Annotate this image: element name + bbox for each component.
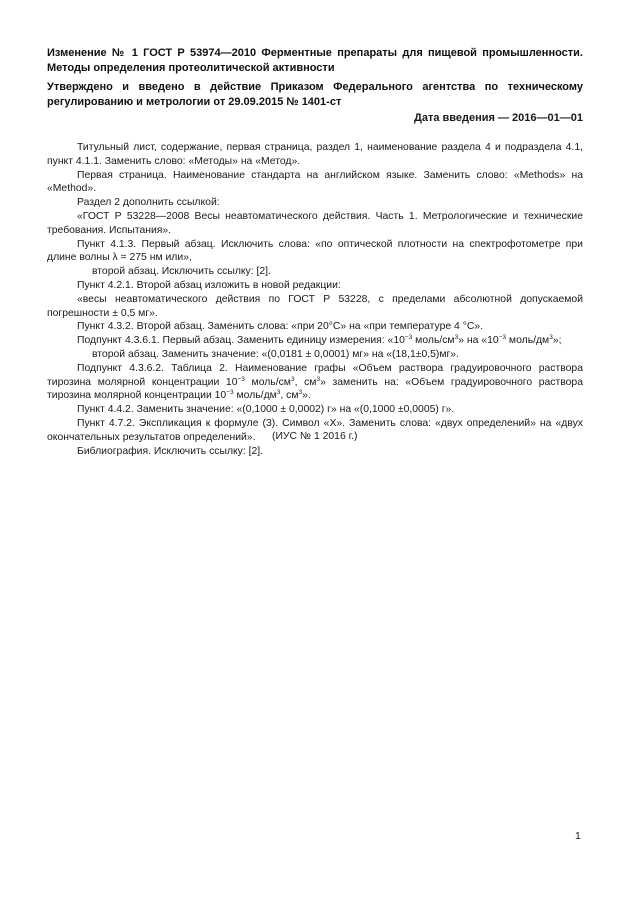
superscript: −3 [237, 375, 245, 383]
superscript: 3 [549, 334, 553, 342]
document-page [47, 46, 583, 458]
superscript: 3 [298, 389, 303, 397]
amendment-body [47, 141, 583, 458]
text-run: » на «10 [458, 335, 499, 347]
superscript: −3 [404, 334, 413, 342]
text-run: моль/дм [233, 390, 277, 402]
effective-date: Дата введения — 2016—01—01 [414, 112, 583, 124]
amendment-paragraph: «весы неавтоматического действия по ГОСТ Р 53228, с пределами абсолютной допускаемой погрешности ± 0,5 мг». [47, 293, 583, 319]
text-run: моль/см [244, 376, 291, 388]
amendment-paragraph: «ГОСТ Р 53228—2008 Весы неавтоматического действия. Часть 1. Метрологические и технические требования. Испытания». [47, 210, 583, 236]
amendment-paragraph: Пункт 4.3.2. Второй абзац. Заменить слова: «при 20°С» на «при температуре 4 °С». [77, 321, 484, 333]
text-run: » заменить на: «Объем градуировочного раствора тирозина молярной концентрации 10 [47, 376, 583, 402]
amendment-paragraph [47, 334, 583, 348]
approval-statement: Утверждено и введено в действие Приказом Федерального агентства по техническому регулированию и метрологии от 29.09.2015 № 1401-ст [47, 81, 583, 108]
amendment-paragraph: Пункт 4.1.3. Первый абзац. Исключить слова: «по оптической плотности на спектрофотометре при длине волны λ = 275 нм или», [47, 238, 583, 264]
superscript: 3 [316, 375, 321, 383]
amendment-paragraph: второй абзац. Исключить ссылку: [2]. [92, 266, 271, 278]
text-run: Подпункт 4.3.6.2. Таблица 2. Наименование графы «Объем раствора градуировочного раствора тирозина молярной концентрации 10 [47, 362, 583, 388]
text-run: »; [552, 335, 562, 347]
source-reference: (ИУС № 1 2016 г.) [272, 431, 358, 442]
amendment-paragraph [47, 362, 583, 403]
text-run: , см [294, 376, 317, 388]
amendment-paragraph: Первая страница. Наименование стандарта на английском языке. Заменить слово: «Methods» на «Method». [47, 169, 583, 195]
superscript: −3 [226, 389, 234, 397]
superscript: −3 [498, 334, 507, 342]
amendment-paragraph: Пункт 4.4.2. Заменить значение: «(0,1000 ± 0,0002) г» на «(0,1000 ±0,0005) г». [77, 404, 455, 416]
superscript: 3 [454, 334, 459, 342]
page-number: 1 [575, 830, 581, 842]
superscript: 3 [290, 375, 295, 383]
amendment-paragraph: Раздел 2 дополнить ссылкой: [77, 197, 220, 209]
amendment-paragraph: Библиография. Исключить ссылку: [2]. [77, 445, 264, 457]
amendment-paragraph: Пункт 4.7.2. Экспликация к формуле (3). Символ «X». Заменить слова: «двух определений» на «двух окончательных результатов определений». [47, 417, 583, 443]
superscript: 3 [276, 389, 281, 397]
text-run: моль/дм [506, 335, 550, 347]
text-run: , см [280, 390, 299, 402]
text-run: моль/см [412, 335, 455, 347]
amendment-paragraph: Титульный лист, содержание, первая страница, раздел 1, наименование раздела 4 и подраздела 4.1, пункт 4.1.1. Заменить слово: «Методы» на «Метод». [47, 142, 583, 167]
text-run: ». [302, 390, 311, 402]
amendment-paragraph: Пункт 4.2.1. Второй абзац изложить в новой редакции: [77, 279, 341, 291]
amendment-title: Изменение № 1 ГОСТ Р 53974—2010 Ферментные препараты для пищевой промышленности. Методы определения протеолитической активности [47, 47, 583, 74]
amendment-paragraph: второй абзац. Заменить значение: «(0,0181 ± 0,0001) мг» на «(18,1±0,5)мг». [92, 348, 459, 360]
text-run: Подпункт 4.3.6.1. Первый абзац. Заменить единицу измерения: «10 [77, 335, 405, 347]
